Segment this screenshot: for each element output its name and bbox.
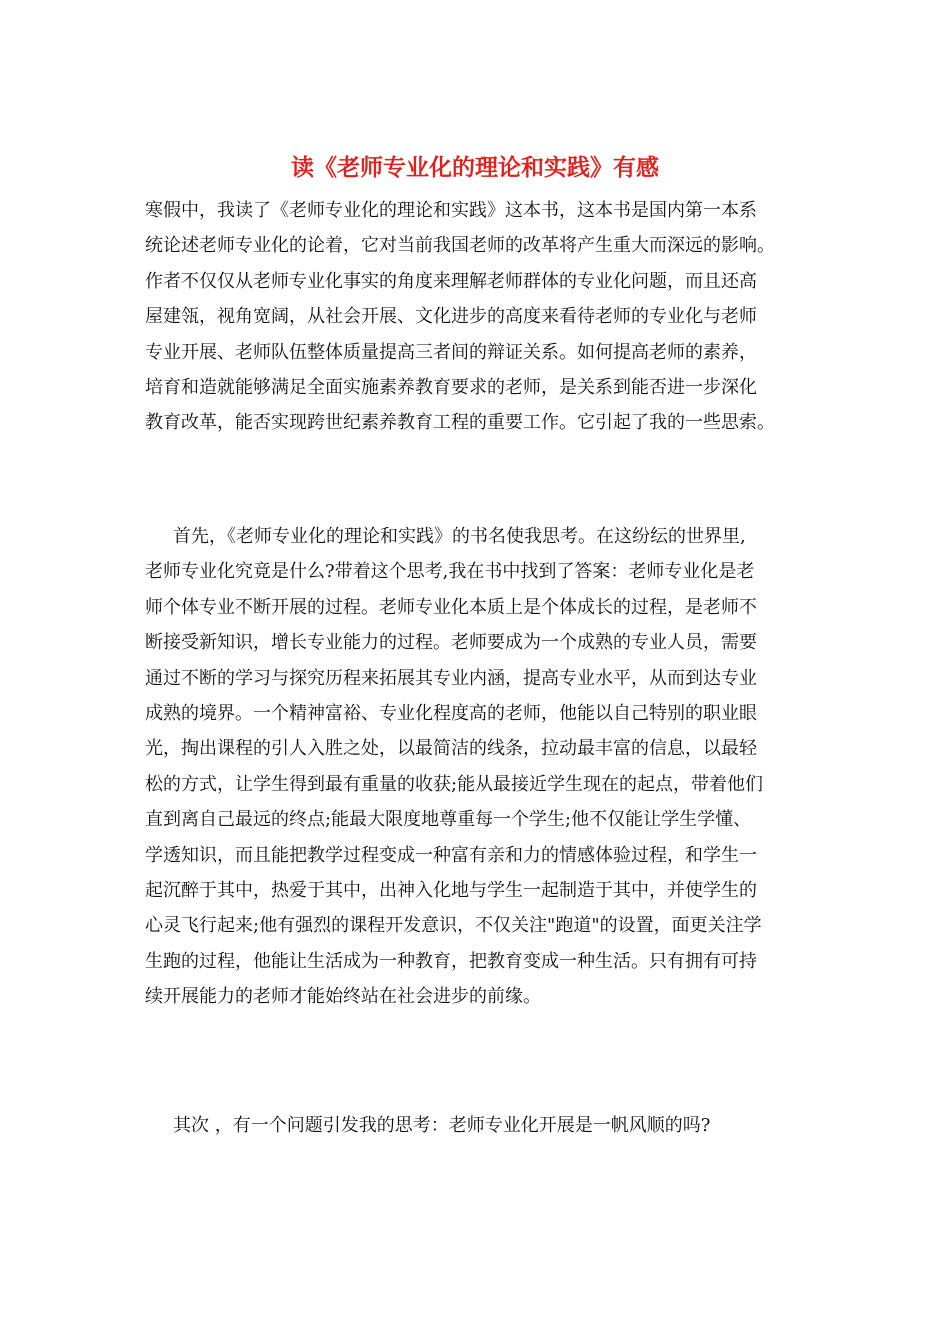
paragraph-first — [145, 519, 815, 1015]
text-line: 屋建瓴，视角宽阔，从社会开展、文化进步的高度来看待老师的专业化与老师 — [145, 306, 757, 328]
text-line: 松的方式，让学生得到最有重量的收获;能从最接近学生现在的起点，带着他们 — [145, 773, 764, 795]
text-line: 专业开展、老师队伍整体质量提高三者间的辩证关系。如何提高老师的素养， — [145, 341, 757, 363]
text-line: 学透知识，而且能把教学过程变成一种富有亲和力的情感体验过程，和学生一 — [145, 844, 757, 866]
document-title: 读《老师专业化的理论和实践》有感 — [291, 154, 659, 181]
text-line: 生跑的过程，他能让生活成为一种教育，把教育变成一种生活。只有拥有可持 — [145, 950, 757, 972]
text-line: 老师专业化究竟是什么?带着这个思考,我在书中找到了答案：老师专业化是老 — [145, 561, 755, 583]
text-line: 直到离自己最远的终点;能最大限度地尊重每一个学生;他不仅能让学生学懂、 — [145, 809, 752, 831]
text-line: 通过不断的学习与探究历程来拓展其专业内涵，提高专业水平，从而到达专业 — [145, 667, 757, 689]
text-line: 首先，《老师专业化的理论和实践》的书名使我思考。在这纷纭的世界里, — [173, 526, 746, 547]
text-line: 作者不仅仅从老师专业化事实的角度来理解老师群体的专业化问题，而且还高 — [145, 270, 757, 292]
text-line: 成熟的境界。一个精神富裕、专业化程度高的老师，他能以自己特别的职业眼 — [145, 703, 757, 725]
text-line: 光，掏出课程的引人入胜之处，以最简洁的线条，拉动最丰富的信息，以最轻 — [145, 738, 757, 760]
text-line: 断接受新知识，增长专业能力的过程。老师要成为一个成熟的专业人员，需要 — [145, 632, 757, 654]
text-line: 其次 ，有一个问题引发我的思考：老师专业化开展是一帆风顺的吗? — [173, 1115, 711, 1136]
text-line: 起沉醉于其中，热爱于其中，出神入化地与学生一起制造于其中，并使学生的 — [145, 880, 757, 902]
text-line: 培育和造就能够满足全面实施素养教育要求的老师，是关系到能否进一步深化 — [145, 377, 757, 399]
paragraph-intro — [145, 193, 815, 441]
text-line: 寒假中，我读了《老师专业化的理论和实践》这本书，这本书是国内第一本系 — [145, 200, 757, 221]
text-line: 心灵飞行起来;他有强烈的课程开发意识，不仅关注"跑道"的设置，面更关注学 — [145, 915, 762, 937]
text-line: 师个体专业不断开展的过程。老师专业化本质上是个体成长的过程，是老师不 — [145, 596, 757, 618]
text-line: 教育改革，能否实现跨世纪素养教育工程的重要工作。它引起了我的一些思索。 — [145, 412, 775, 434]
paragraph-second — [145, 1108, 815, 1143]
text-line: 续开展能力的老师才能始终站在社会进步的前缘。 — [145, 986, 541, 1008]
text-line: 统论述老师专业化的论着，它对当前我国老师的改革将产生重大而深远的影响。 — [145, 235, 775, 257]
